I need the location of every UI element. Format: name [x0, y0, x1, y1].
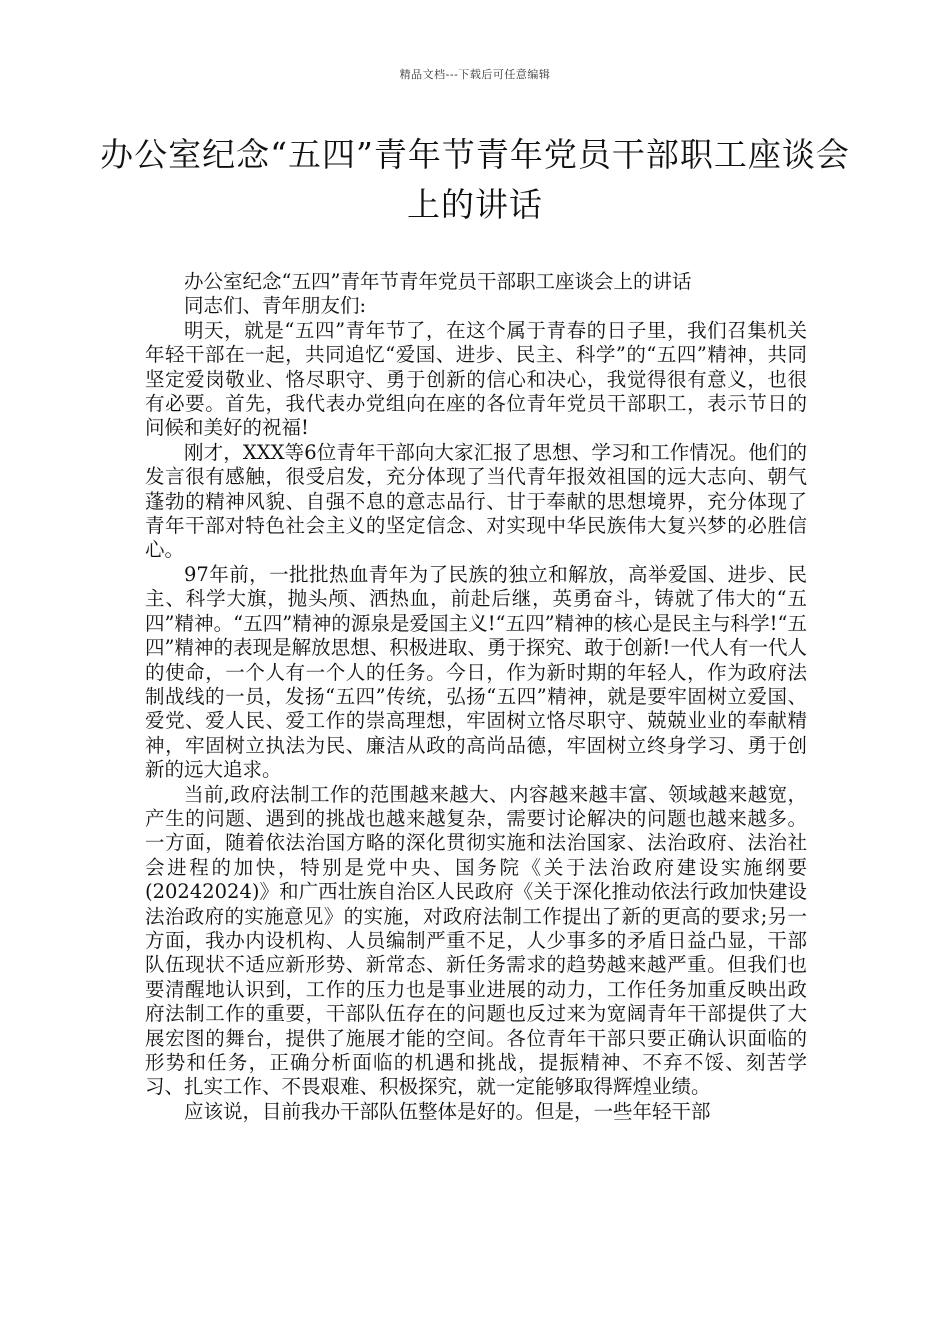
paragraph-reports: 刚才，XXX等6位青年干部向大家汇报了思想、学习和工作情况。他们的发言很有感触，很受启发，充分体现了当代青年报效祖国的远大志向、朝气蓬勃的精神风貌、自强不息的意志品行、甘于奉献的思想境界，充分体现了青年干部对特色社会主义的坚定信念、对实现中华民族伟大复兴梦的必胜信心。 [145, 440, 807, 562]
paragraph-current-situation: 当前,政府法制工作的范围越来越大、内容越来越丰富、领域越来越宽，产生的问题、遇到的挑战也越来越复杂，需要讨论解决的问题也越来越多。一方面，随着依法治国方略的深化贯彻实施和法治国家、法治政府、法治社会进程的加快，特别是党中央、国务院《关于法治政府建设实施纲要(20242024)》和广西壮族自治区人民政府《关于深化推动依法行政加快建设法治政府的实施意见》的实施，对政府法制工作提出了新的更高的要求;另一方面，我办内设机构、人员编制严重不足，人少事多的矛盾日益凸显，干部队伍现状不适应新形势、新常态、新任务需求的趋势越来越严重。但我们也要清醒地认识到，工作的压力也是事业进展的动力，工作任务加重反映出政府法制工作的重要，干部队伍存在的问题也反过来为宽阔青年干部提供了大展宏图的舞台，提供了施展才能的空间。各位青年干部只要正确认识面临的形势和任务，正确分析面临的机遇和挑战，提振精神、不弃不馁、刻苦学习、扎实工作、不畏艰难、积极探究，就一定能够取得辉煌业绩。 [145, 782, 807, 1099]
document-title: 办公室纪念“五四”青年节青年党员干部职工座谈会上的讲话 [100, 135, 850, 224]
paragraph-continuation: 应该说，目前我办干部队伍整体是好的。但是，一些年轻干部 [184, 1099, 711, 1123]
paragraph-salutation: 同志们、青年朋友们: [184, 294, 367, 318]
document-body [145, 270, 807, 1124]
paragraph-opening: 明天，就是“五四”青年节了，在这个属于青春的日子里，我们召集机关年轻干部在一起，共同追忆“爱国、进步、民主、科学”的“五四”精神，共同坚定爱岗敬业、恪尽职守、勇于创新的信心和决心，我觉得很有意义，也很有必要。首先，我代表办党组向在座的各位青年党员干部职工，表示节日的问候和美好的祝福! [145, 318, 807, 440]
header-note: 精品文档---下载后可任意编辑 [399, 68, 551, 81]
paragraph-repeat-title: 办公室纪念“五四”青年节青年党员干部职工座谈会上的讲话 [184, 270, 692, 293]
paragraph-history: 97年前，一批批热血青年为了民族的独立和解放，高举爱国、进步、民主、科学大旗，抛头颅、洒热血，前赴后继，英勇奋斗，铸就了伟大的“五四”精神。“五四”精神的源泉是爱国主义!“五四”精神的核心是民主与科学!“五四”精神的表现是解放思想、积极进取、勇于探究、敢于创新!一代人有一代人的使命，一个人有一个人的任务。今日，作为新时期的年轻人，作为政府法制战线的一员，发扬“五四”传统，弘扬“五四”精神，就是要牢固树立爱国、爱党、爱人民、爱工作的崇高理想，牢固树立恪尽职守、兢兢业业的奉献精神，牢固树立执法为民、廉洁从政的高尚品德，牢固树立终身学习、勇于创新的远大追求。 [145, 562, 807, 782]
